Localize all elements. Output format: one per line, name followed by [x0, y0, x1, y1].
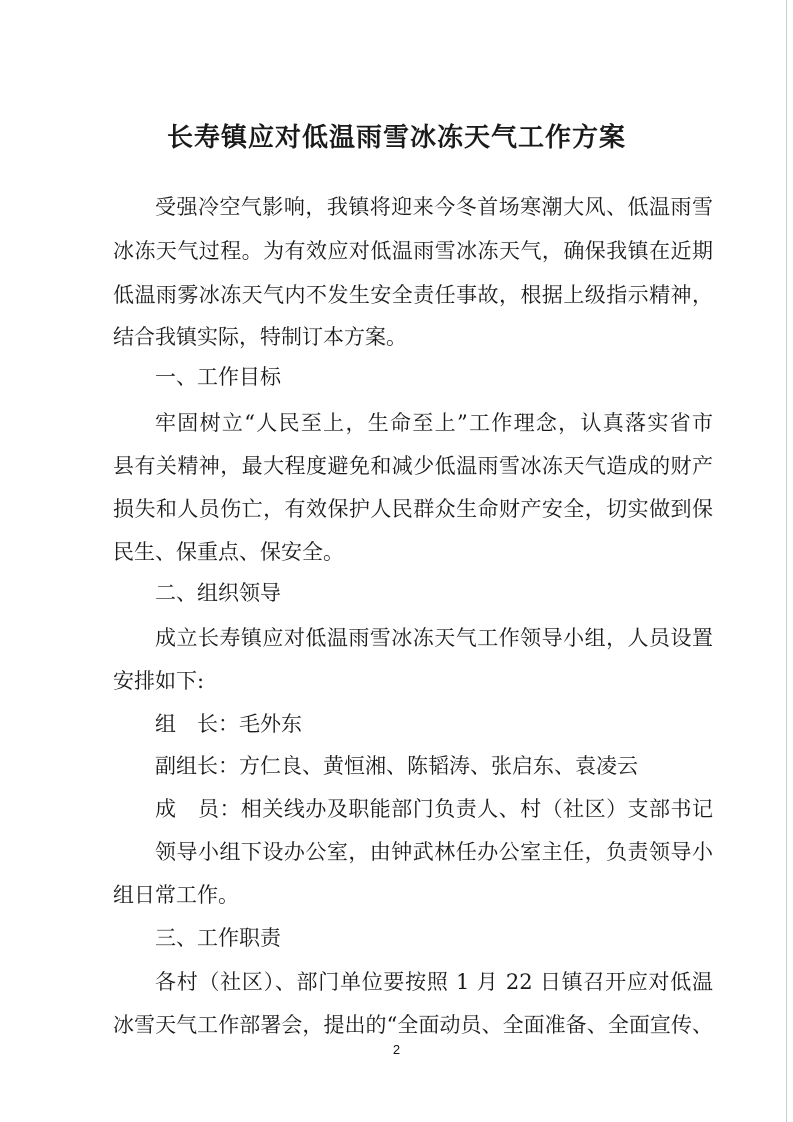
deputy-leader-line: 副组长：方仁良、黄恒湘、陈韬涛、张启东、袁凌云: [155, 754, 638, 778]
members-line: 成 员：相关线办及职能部门负责人、村（社区）支部书记: [155, 797, 713, 821]
section-heading-organization: 二、组织领导: [155, 581, 281, 605]
scan-edge-line: [786, 0, 787, 1122]
goals-line-4: 民生、保重点、保安全。: [113, 540, 344, 564]
goals-line-1: 牢固树立“人民至上，生命至上”工作理念，认真落实省市: [155, 411, 713, 435]
intro-line-1: 受强冷空气影响，我镇将迎来今冬首场寒潮大风、低温雨雪: [155, 195, 713, 219]
section-heading-duties: 三、工作职责: [155, 926, 281, 950]
intro-line-4: 结合我镇实际，特制订本方案。: [113, 325, 407, 349]
duties-line-2: 冰雪天气工作部署会，提出的“全面动员、全面准备、全面宣传、: [113, 1013, 713, 1037]
duties-line-1: 各村（社区）、部门单位要按照 1 月 22 日镇召开应对低温: [155, 970, 713, 994]
section-heading-goals: 一、工作目标: [155, 365, 281, 389]
intro-line-2: 冰冻天气过程。为有效应对低温雨雪冰冻天气，确保我镇在近期: [113, 239, 713, 263]
leader-line: 组 长：毛外东: [155, 712, 302, 736]
organization-line-2: 安排如下:: [113, 669, 205, 693]
page-number: 2: [392, 1042, 401, 1057]
goals-line-2: 县有关精神，最大程度避免和减少低温雨雪冰冻天气造成的财产: [113, 454, 713, 478]
organization-line-1: 成立长寿镇应对低温雨雪冰冻天气工作领导小组，人员设置: [155, 626, 713, 650]
office-line-2: 组日常工作。: [113, 883, 239, 907]
goals-line-3: 损失和人员伤亡，有效保护人民群众生命财产安全，切实做到保: [113, 497, 713, 521]
intro-line-3: 低温雨雾冰冻天气内不发生安全责任事故，根据上级指示精神，: [113, 283, 713, 307]
document-title: 长寿镇应对低温雨雪冰冻天气工作方案: [166, 123, 626, 153]
office-line-1: 领导小组下设办公室，由钟武林任办公室主任，负责领导小: [155, 840, 713, 864]
